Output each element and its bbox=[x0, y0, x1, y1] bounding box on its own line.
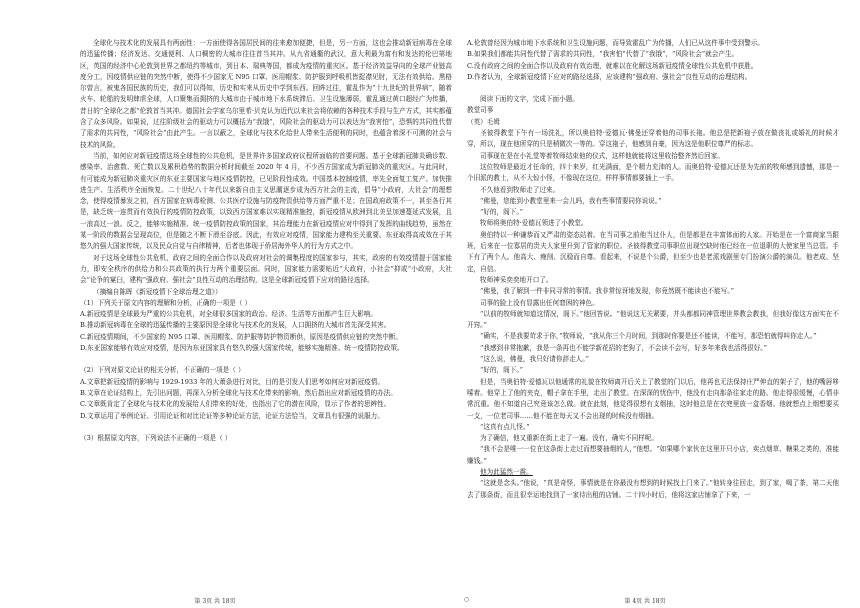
page-footer bbox=[0, 596, 860, 606]
question-3-option: D.作者认为，全球新冠疫情下应对的路径选择，应该建构“强政府、强社会”良性互动的治理结构。 bbox=[467, 72, 752, 81]
question-1-option: C.新冠疫情期间，不少国家的 N95 口罩、医用帽浆、防护服等防护物资断供，原因是疫情供应链的突然中断。 bbox=[80, 332, 402, 341]
story-paragraph: 这位牧师是最近才任命的，四十来岁，红光满面，是个精力充沛的人。而奥伯特·爱德瓦还是为先前的牧师感到遗憾，那是一个旧派的教士，从不大惊小怪，不像现在这位，样样事情都要插上一手。 bbox=[467, 162, 839, 183]
question-2-stem: （2）下列对原文论证的相关分析，不正确的一项是（ ） bbox=[80, 366, 245, 375]
question-1-stem: （1）下列关于原文内容的理解和分析，正确的一项是（ ） bbox=[80, 298, 252, 307]
story-paragraph: “这就是念头。”他说，“真是奇怪，事情就是在你最没有想到的时候找上门来了。”他转身往回走，到了家，喝了茶，第二天他去了那条街，而且很幸运地找到了一家待出租的店铺。二十四小时后，他将这家店铺拿了下来，一 bbox=[467, 479, 839, 499]
article-paragraph: 当前，如何应对新冠疫情这场全球性的公共危机，是世界许多国家政府议程所面临的首要问题。基于全球新冠肺炎确诊数、感染率、治愈数、死亡数以及累积趋势的数据分析时间截至 2020 年 4 月，不少西方国家成为新冠肺炎的重灾区。与此同时，有可能成为新冠肺炎重灾区的东亚主要国家与地区疫情防控，已见阶段性成效。中国基本控制疫情，率先全面复工复产。加快推进生产、生活秩序全面恢复。二十世纪八十年代以来新自由主义思潮逐步成为西方社会的主流，倡导“小政府，大社会”的理想念，使得疫情暴发之初，西方国家在病毒检测、公共医疗设施与防疫物资供给等方面严重不足；在国政府政策不一，甚至各行其是，缺乏统一连贯而有效执行的疫情防控政策，以致西方国家难以实现精准施控，新冠疫情从欧洲到北美呈加速蔓延式发展，且一浪高过一浪。反之，能够实施精准、统一疫情防控政策的国家，其治理能力在新冠疫情应对中得到了发挥的曲线趋势，虽然在某一阶段的数据会呈现高位，但是随之不断下滑至谷底。因此，有效应对疫情，国家能力建构至关重要。东亚取得高成效在于其悠久的强大国家传统，以及民众自觉与自律精神，后者也体现于侨居海外华人的行为方式之中。 bbox=[80, 151, 452, 251]
spacer bbox=[80, 422, 452, 433]
question-2-option: B.文章在论证结构上，先引出问题，再深入分析全球化与技术化带来的影响，然后指出应对新冠疫情的办法。 bbox=[80, 388, 397, 397]
footer-page-number-left: 第 3页 共 18页 bbox=[194, 598, 236, 605]
spacer bbox=[467, 83, 839, 94]
story-paragraph: “我感到非常抱歉，我是一条再也不能学新花招的老狗了，不会读不会写，好多年来我也活得很好。” bbox=[480, 343, 767, 352]
story-paragraph: 为了确信，他又重新在街上走了一遍。没有，确实不同样呢。 bbox=[480, 434, 659, 443]
story-paragraph: 司事现在是在小礼堂等着牧师结束他的仪式，这样他就能将这里收拾整齐然后回家。 bbox=[480, 151, 724, 160]
article-paragraph: 对于这场全球性公共危机，政府之间的全面合作以及政府对社会的调集程度的国家参与，其实，政府的有效疫情提于国家能力，即安全秩序的供给力和公共政策的执行力两个重要层面。同时，国家能力需要贴近“大政府，小社会”抑或“小政府，大社会”论争的窠臼，建构“强政府、强社会”良性互动的治理结构，这是全球新冠疫情下应对的路径选择。 bbox=[80, 253, 452, 285]
story-paragraph: 牧师将奥伯特·爱德瓦领进了小教堂。 bbox=[480, 219, 588, 228]
story-paragraph: “以前的牧师就知道这情况，阁下。”他回答说。“他说这无关紧要，并头都都同神管理世界教会教我，但我好像这方面实在不开窍。” bbox=[467, 309, 839, 330]
story-paragraph: 但是，当奥伯特·爱德瓦以他通常的礼貌在牧师离开后关上了教堂的门以后，他再也无法保持庄严伸直的架子了，他的嘴唇哆嗦着。他穿上了他的夹克，帽子拿在手里，走出了教堂。在深深的忧伤中，他没有走向那条往家走的路。他走得很缓慢，心情非常沉重。他不知道自己究竟该怎么做。就在此刻，他觉得很想有支烟抽，这时他总是在衣兜里放一盒香烟。他就想点上烟想要买一支，一位老司事……他不能在每天又不会出现的时候没有烟抽。 bbox=[467, 377, 839, 420]
story-paragraph: “确实，不是我要苛求于你，”牧师说，“我从你三个月时间，到那时你要是还不能读，不能写，那恐怕就得叫你走人。” bbox=[480, 332, 817, 341]
footer-separator: ○ bbox=[464, 596, 470, 603]
spacer bbox=[80, 354, 452, 365]
question-1-option: A.新冠疫情是全球最为严重的公共危机，对全球很多国家的政治、经济、生活等方面都产生巨大影响。 bbox=[80, 310, 377, 319]
story-paragraph: “这真有点儿怪。” bbox=[480, 422, 530, 431]
story-paragraph: 司事的脸上没有显露出任何窘困的神色。 bbox=[480, 298, 599, 307]
story-author: （英）毛姆 bbox=[467, 117, 500, 126]
question-2-option: D.文章运用了举例论证、引用论证和对比论证等多种论证方法，论证方法恰当，文章具有很强的说服力。 bbox=[80, 411, 384, 420]
footer-page-number-right: 第 4页 共 18页 bbox=[624, 598, 666, 605]
story-title: 教堂司事 bbox=[467, 106, 494, 115]
reading-instruction: 阅读下面的文字，完成下面小题。 bbox=[480, 95, 579, 104]
story-paragraph: 他为此猛然一震。 bbox=[480, 467, 533, 476]
question-2-option: A.文章把新冠疫情的影响与 1929-1933 年的大萧条进行对比，目的是引发人们思考如何应对新冠疫情。 bbox=[80, 377, 384, 386]
story-paragraph: “佛曼，我了解到一件非同寻常的事情。我非常惊讶地发现，你竟然既不能读也不能写。” bbox=[480, 287, 735, 296]
story-paragraph: “这么说，佛曼，我只好请你辞走人。” bbox=[480, 355, 589, 364]
story-paragraph: 不久他看到牧师走了过来。 bbox=[480, 185, 560, 194]
question-3-option: B.如果我们都能共同性代替了需求的共同性，“我害怕”代替了“我饿”，“风险社会”就会产生。 bbox=[467, 50, 739, 59]
article-source: （摘编自陈晖《新冠疫情下全球治理之道》） bbox=[93, 287, 222, 296]
question-1-option: D.东亚国家能够有效应对疫情，是因为东亚国家具有悠久的强大国家传统，能够实施精准、统一疫情防控政策。 bbox=[80, 344, 404, 353]
question-2-option: C.文章既肯定了全球化与技术化的发展给人们带来的好处，也指出了它的潜在风险，显示了作者的思辨性。 bbox=[80, 400, 391, 409]
story-paragraph: “好的，阁下。” bbox=[480, 366, 524, 375]
story-paragraph: “我不会是唯一一位在这条街上走过而想要抽烟的人，”他想。“如果哪个家伙在这里开只小店，卖点烟草、糖果之类的，准能赚钱。” bbox=[467, 445, 839, 465]
question-3-stem: （3）根据原文内容，下列说法不正确的一项是（ ） bbox=[80, 433, 232, 442]
left-page-column bbox=[80, 38, 452, 584]
story-paragraph: 牧师神采奕奕地开口了。 bbox=[480, 275, 553, 284]
article-paragraph: 全球化与技术化的发展具有两面性：一方面使得各国居民间的往来愈加便捷，但是，另一方面，这也会推动新冠病毒在全球的迅猛传播；经济发达、交通便利、人口稠密的大城市往往首当其冲。从九省通衢的武汉，意大利最为富有和发达的伦巴第地区，英国的经济中心伦敦到世界之都纽约等城市，到日本、瑞典等国，都成为疫情的重灾区。基于经济效益导向的全球产业链高度分工，因疫情供应链的突然中断，使得不少国家无 N95 口罩、医用帽浆、防护服到呼吸机皆捉襟见肘，无法有效供给。黑格尔曾言，被鬼各国民族的历史，我们可以得知，历史和实来从历史中学到东西。回眸过往，霍乱作为“十九世纪的世界病”，随着火车、轮船的发明肆虐全球，人口聚集而拥挤的大城市由于城市地下水系统滞后、卫生设施薄弱，霍乱通过黄口超经广为传播，昔日的“全球化之都”伦敦首当其冲。德国社会学家乌尔里希·贝克认为近代以来社会将依赖的各种技术手段与生产方式，其实都蕴含了众多风险。如果说，过往阶级社会的驱动力可以概括为“我饿”，风险社会的驱动力可以表达为“我害怕”，恐惧的共同性代替了需求的共同性，“风险社会”由此产生。一言以蔽之，全球化与技术化给世人带来生活便利的同时，也蕴含着深不可测的社会与技术的风险。 bbox=[80, 39, 452, 149]
question-3-option: C.没有政府之间的全面合作以及政府有效治理，就难以在化解这场新冠疫情全球性公共危机中获胜。 bbox=[467, 61, 758, 70]
question-1-option: B.推动新冠病毒在全球的迅猛传播的主要原因是全球化与技术化的发展，人口拥挤的大城市首先深受其害。 bbox=[80, 321, 391, 330]
question-3-option: A.伦敦曾经因为城市地下水系统和卫生设施问题，而导致霍乱广为传播，人们已从这件事中受到警示。 bbox=[467, 39, 764, 47]
right-page-column bbox=[467, 38, 839, 584]
story-paragraph: “佛曼，您能到小教堂里来一会儿吗，我有些事情要同你说说。” bbox=[480, 196, 662, 205]
story-paragraph: 奥伯特以一种谦恭而又严肃的姿态站着。在当司事之前他当过仆人，但是都是在丰富体面的人家。开始是在一个富商家当跟班，后来在一位寡居的贵夫人家里升到了管家的职位。圣彼得教堂司事职位出现空缺时他已经在一位退职的大使家里当总管。手下有了两个人。他高大、瘦削、沉稳而自尊。看起来，不说是个公爵，但至少也是老派戏剧里专门扮演公爵的演员。他老成、坚定，自信。 bbox=[467, 230, 839, 273]
story-paragraph: “好的，阁下。” bbox=[480, 208, 524, 217]
story-paragraph: 圣彼得教堂下午有一场洗礼，所以奥伯特·爱德瓦·佛曼还穿着他的司事长袍。他总是把新袍子放在做丧礼或婚礼的时候才穿，所以，现在他所穿的只是稍微次一等的。穿这袍子，他感到自豪，因为这是他职位尊严的标志。 bbox=[467, 129, 839, 149]
